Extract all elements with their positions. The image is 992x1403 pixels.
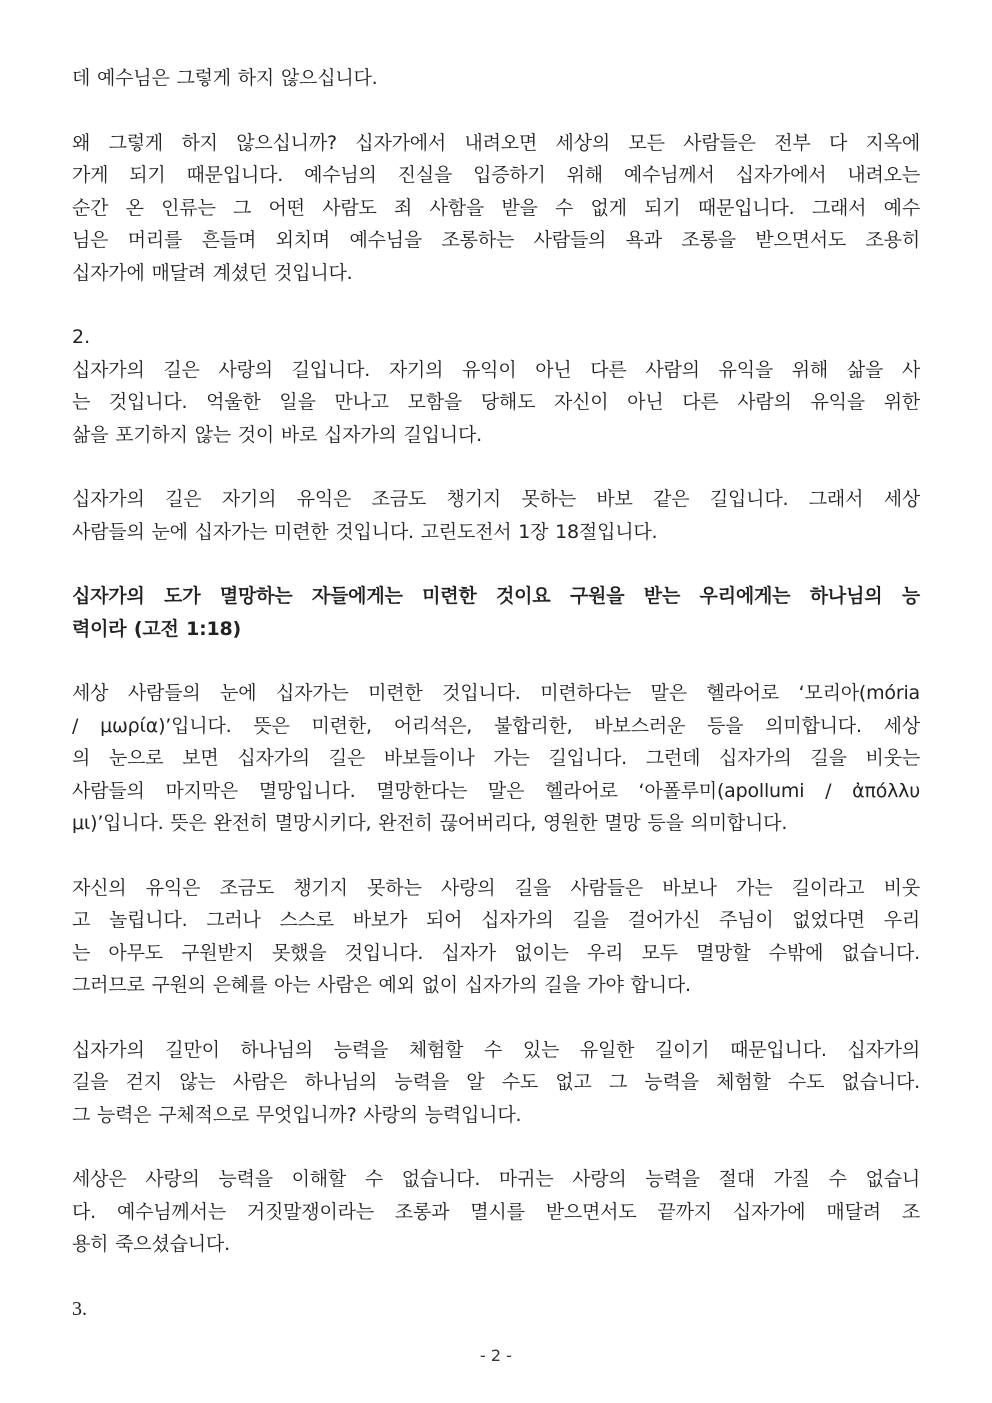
paragraph-power-of-love [72, 1163, 920, 1261]
text-line: 순간 온 인류는 그 어떤 사람도 죄 사함을 받을 수 없게 되기 때문입니다. 그래서 예수 [72, 196, 920, 219]
text-line: 길을 걷지 않는 사람은 하나님의 능력을 알 수도 없고 그 능력을 체험할 수도 없습니다. [72, 1071, 920, 1093]
text-line: 십자가의 길은 사랑의 길입니다. 자기의 유익이 아닌 다른 사람의 유익을 위해 삶을 사 [72, 358, 920, 381]
section-number: 3. [72, 1297, 87, 1320]
paragraph-why-not-come-down [72, 127, 920, 290]
paragraph-foolish-way [72, 483, 920, 548]
text-line: 는 것입니다. 억울한 일을 만나고 모함을 당해도 자신이 아닌 다른 사람의 유익을 위한 [72, 391, 920, 413]
scripture-quote [72, 580, 920, 645]
text-line: 님은 머리를 흔들며 외치며 예수님을 조롱하는 사람들의 욕과 조롱을 받으면서도 조용히 [72, 229, 920, 251]
text-line: 그 능력은 구체적으로 무엇입니까? 사랑의 능력입니다. [72, 1103, 522, 1126]
paragraph-mocked-as-fools [72, 872, 920, 1002]
text-line: 고 놀립니다. 그러나 스스로 바보가 되어 십자가의 길을 걸어가신 주님이 없었다면 우리 [72, 909, 920, 931]
text-line: 용히 죽으셨습니다. [72, 1233, 230, 1255]
text-line: 세상은 사랑의 능력을 이해할 수 없습니다. 마귀는 사랑의 능력을 절대 가질 수 없습니 [72, 1168, 920, 1190]
section-number: 2. [72, 326, 91, 348]
page-number: - 2 - [480, 1346, 512, 1365]
text-line: 가게 되기 때문입니다. 예수님의 진실을 입증하기 위해 예수님께서 십자가에서 내려오는 [72, 164, 920, 186]
text-line: 왜 그렇게 하지 않으십니까? 십자가에서 내려오면 세상의 모든 사람들은 전부 다 지옥에 [72, 131, 920, 154]
text-line: / μωρία)’입니다. 뜻은 미련한, 어리석은, 불합리한, 바보스러운 등을 의미합니다. 세상 [72, 714, 920, 737]
text-line: 십자가의 길만이 하나님의 능력을 체험할 수 있는 유일한 길이기 때문입니다. 십자가의 [72, 1038, 920, 1061]
text-line: μι)’입니다. 뜻은 완전히 멸망시키다, 완전히 끊어버리다, 영원한 멸망 등을 의미합니다. [72, 812, 788, 834]
text-line: 력이라 (고전 1:18) [72, 617, 242, 640]
text-line: 자신의 유익은 조금도 챙기지 못하는 사랑의 길을 사람들은 바보나 가는 길이라고 비웃 [72, 876, 920, 899]
text-line: 다. 예수님께서는 거짓말쟁이라는 조롱과 멸시를 받으면서도 끝까지 십자가에 매달려 조 [72, 1200, 920, 1223]
text-line: 사람들의 마지막은 멸망입니다. 멸망한다는 말은 헬라어로 ‘아폴루미(apollumi / ἀπόλλυ [72, 779, 920, 802]
text-line: 십자가의 도가 멸망하는 자들에게는 미련한 것이요 구원을 받는 우리에게는 하나님의 능 [72, 585, 920, 607]
document-page [72, 62, 920, 1325]
text-line: 그러므로 구원의 은혜를 아는 사람은 예외 없이 십자가의 길을 가야 합니다. [72, 974, 691, 996]
section-2 [72, 321, 920, 451]
paragraph-greek-words [72, 677, 920, 840]
text-line: 십자가의 길은 자기의 유익은 조금도 챙기지 못하는 바보 같은 길입니다. 그래서 세상 [72, 488, 920, 510]
text-line: 데 예수님은 그렇게 하지 않으십니다. [72, 67, 378, 89]
text-line: 의 눈으로 보면 십자가의 길은 바보들이나 가는 길입니다. 그런데 십자가의 길을 비웃는 [72, 747, 920, 769]
text-line: 는 아무도 구원받지 못했을 것입니다. 십자가 없이는 우리 모두 멸망할 수밖에 없습니다. [72, 941, 920, 964]
text-line: 삶을 포기하지 않는 것이 바로 십자가의 길입니다. [72, 423, 482, 446]
text-line: 세상 사람들의 눈에 십자가는 미련한 것입니다. 미련하다는 말은 헬라어로 ‘모리아(mória [72, 682, 920, 704]
paragraph-intro-continuation [72, 62, 920, 95]
paragraph-power-of-god [72, 1034, 920, 1132]
paragraph-way-of-love [72, 354, 920, 452]
text-line: 십자가에 매달려 계셨던 것입니다. [72, 261, 353, 284]
text-line: 사람들의 눈에 십자가는 미련한 것입니다. 고린도전서 1장 18절입니다. [72, 520, 658, 543]
